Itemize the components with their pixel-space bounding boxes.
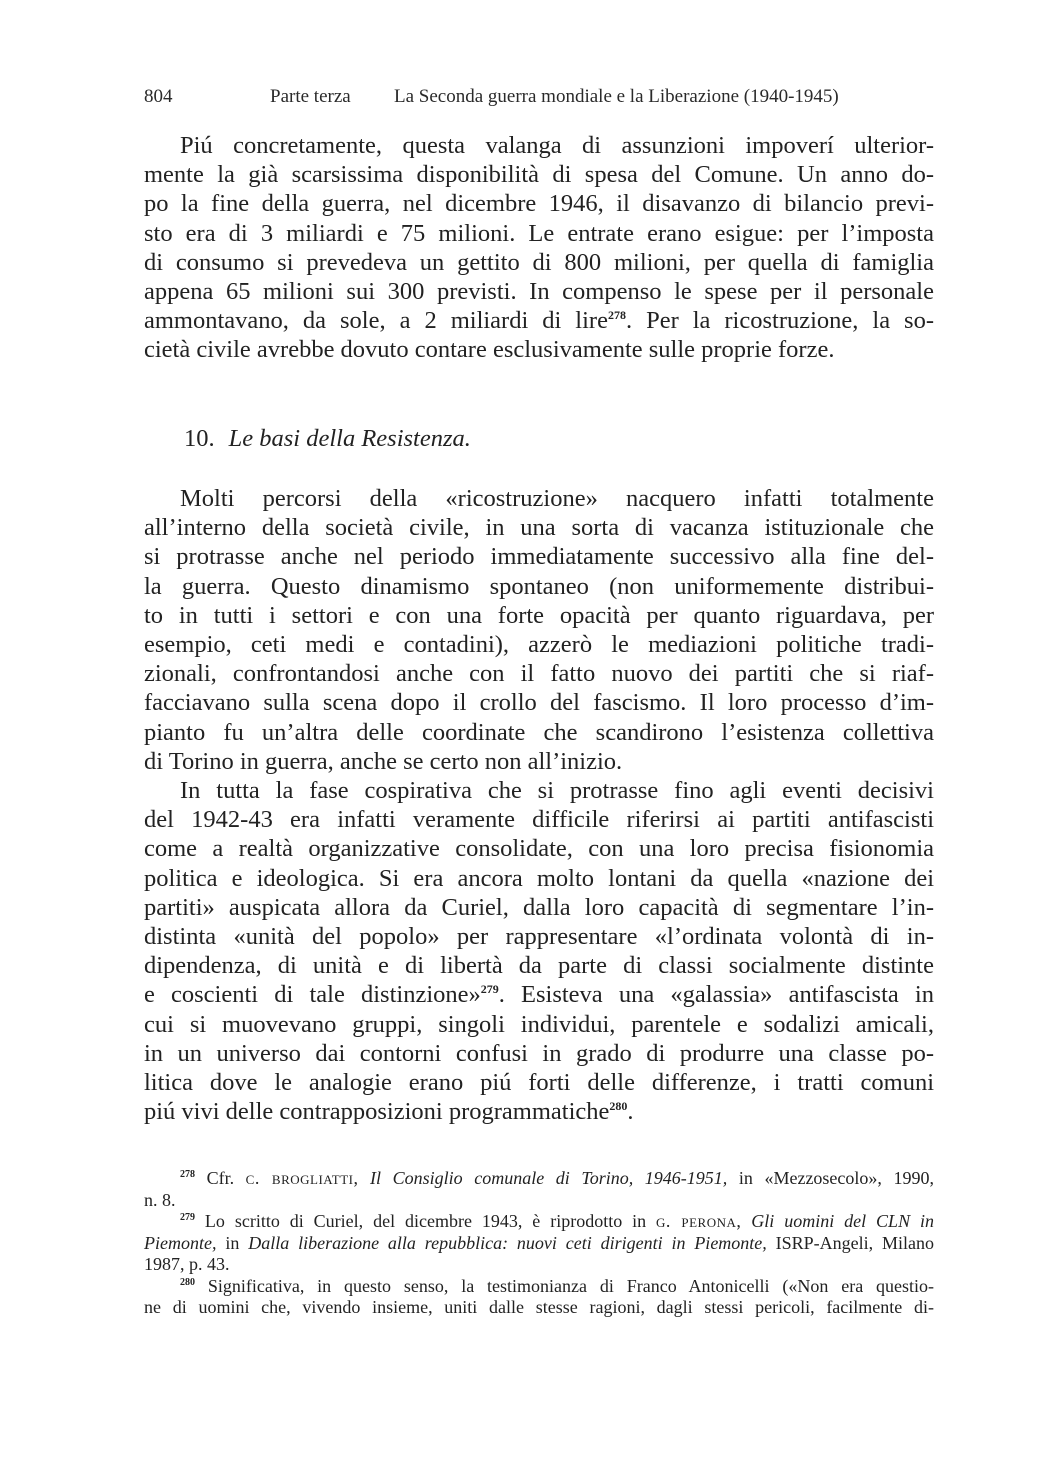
text-line: del 1942-43 era infatti veramente difficile riferirsi ai partiti antifascisti: [144, 806, 934, 834]
text-line: dipendenza, di unità e di libertà da parte di classi socialmente distinte: [144, 952, 934, 980]
footnote-number: 280: [180, 1276, 195, 1288]
text-line: Molti percorsi della «ricostruzione» nacquero infatti totalmente: [180, 485, 934, 512]
paragraph-3: [144, 776, 934, 1126]
footnote-number: 279: [180, 1212, 195, 1223]
footnote-text: Significativa, in questo senso, la testimonianza di Franco Antonicelli («Non era questio-: [207, 1275, 935, 1296]
text-fragment: .: [627, 1098, 634, 1126]
footnote-text: Lo scritto di Curiel, del dicembre 1943, è riprodotto in: [204, 1211, 647, 1231]
footnote-text: Cfr.: [206, 1168, 235, 1188]
text-line: esempio, ceti medi e contadini), azzerò le mediazioni politiche tradi-: [144, 630, 934, 658]
footnote-280-cont: ne di uomini che, vivendo insieme, uniti dalle stesse ragioni, dagli stessi pericoli, facilmente di-: [144, 1297, 934, 1317]
text-line: in un universo dai contorni confusi in grado di produrre una classe po-: [144, 1039, 934, 1067]
footnotes: [144, 1168, 934, 1319]
text-line: Piú concretamente, questa valanga di assunzioni impoverí ulterior-: [180, 132, 934, 159]
footnote-278-cont: n. 8.: [144, 1189, 176, 1210]
header-part: Parte terza: [270, 86, 351, 107]
footnote-279-cont: 1987, p. 43.: [144, 1254, 230, 1274]
text-line: distinta «unità del popolo» per rappresentare «l’ordinata volontà di in-: [144, 922, 934, 950]
text-line: cietà civile avrebbe dovuto contare esclusivamente sulle proprie forze.: [144, 336, 835, 364]
text-line: litica dove le analogie erano piú forti delle differenze, i tratti comuni: [144, 1068, 934, 1096]
footnote-number: 278: [180, 1169, 195, 1180]
text-line: appena 65 milioni sui 300 previsti. In compenso le spese per il personale: [144, 277, 934, 305]
text-line: si protrasse anche nel periodo immediatamente successivo alla fine del-: [144, 543, 934, 571]
text-fragment: e coscienti di tale distinzione»: [144, 981, 481, 1009]
footnote-title: Il Consiglio comunale di Torino, 1946-1951,: [370, 1168, 728, 1188]
footnote-280: [144, 1276, 934, 1298]
section-heading: [184, 425, 471, 453]
paragraph-2: [144, 484, 934, 776]
header-title: La Seconda guerra mondiale e la Liberazione (1940-1945): [394, 86, 839, 107]
text-line: facciavano sulla scena dopo il crollo del fascismo. Il loro processo d’im-: [144, 689, 934, 717]
text-line-with-note: [144, 1097, 934, 1126]
footnote-author: g. perona,: [656, 1211, 742, 1231]
text-line: come a realtà organizzative consolidate, con una loro precisa fisionomia: [144, 835, 934, 863]
footnote-text: in «Mezzosecolo», 1990,: [738, 1168, 934, 1188]
text-line: po la fine della guerra, nel dicembre 1946, il disavanzo di bilancio previ-: [144, 190, 934, 218]
footnote-279: [144, 1211, 934, 1233]
text-line: sto era di 3 miliardi e 75 milioni. Le entrate erano esigue: per l’imposta: [144, 219, 934, 247]
footnote-text: in: [225, 1232, 240, 1253]
text-line: mente la già scarsissima disponibilità di spesa del Comune. Un anno do-: [144, 161, 934, 189]
text-line: In tutta la fase cospirativa che si protrasse fino agli eventi decisivi: [180, 777, 934, 804]
text-fragment: ammontavano, da sole, a 2 miliardi di lire: [144, 307, 608, 335]
running-header: [144, 86, 904, 116]
footnote-ref-278[interactable]: 278: [607, 308, 626, 323]
section-number: 10.: [184, 425, 215, 452]
text-line: pianto fu un’altra delle coordinate che scandirono l’esistenza collettiva: [144, 718, 934, 746]
paragraph-1: [144, 131, 934, 365]
footnote-title: Gli uomini del CLN in: [751, 1211, 934, 1231]
text-line-with-note: [144, 980, 934, 1009]
footnote-279-cont: [144, 1233, 934, 1255]
text-fragment: . Esisteva una «galassia» antifascista in: [498, 981, 934, 1009]
footnote-ref-280[interactable]: 280: [609, 1099, 628, 1114]
text-line: to in tutti i settori e con una forte opacità per quanto riguardava, per: [144, 601, 934, 629]
page-number: 804: [144, 86, 173, 107]
text-line-with-note: [144, 306, 934, 335]
footnote-title: Piemonte,: [144, 1232, 217, 1253]
footnote-title: Dalla liberazione alla repubblica: nuovi ceti dirigenti in Piemonte,: [248, 1232, 767, 1253]
text-line: la guerra. Questo dinamismo spontaneo (non uniformemente distribui-: [144, 572, 934, 600]
text-line: di Torino in guerra, anche se certo non all’inizio.: [144, 747, 623, 775]
text-fragment: . Per la ricostruzione, la so-: [625, 307, 935, 335]
text-line: partiti» auspicata allora da Curiel, dalla loro capacità di segmentare l’in-: [144, 893, 934, 921]
text-line: all’interno della società civile, in una sorta di vacanza istituzionale che: [144, 514, 934, 542]
text-line: zionali, confrontandosi anche con il fatto nuovo dei partiti che si riaf-: [144, 660, 934, 688]
text-line: di consumo si prevedeva un gettito di 800 milioni, per quella di famiglia: [144, 248, 934, 276]
footnote-author: c. brogliatti,: [245, 1168, 359, 1188]
section-title: Le basi della Resistenza.: [228, 425, 471, 452]
footnote-278: [144, 1168, 934, 1190]
text-line: cui si muovevano gruppi, singoli individui, parentele e sodalizi amicali,: [144, 1010, 934, 1038]
footnote-ref-279[interactable]: 279: [480, 982, 499, 997]
footnote-text: ISRP-Angeli, Milano: [775, 1232, 935, 1253]
text-fragment: piú vivi delle contrapposizioni programmatiche: [144, 1098, 610, 1126]
text-line: politica e ideologica. Si era ancora molto lontani da quella «nazione dei: [144, 864, 934, 892]
